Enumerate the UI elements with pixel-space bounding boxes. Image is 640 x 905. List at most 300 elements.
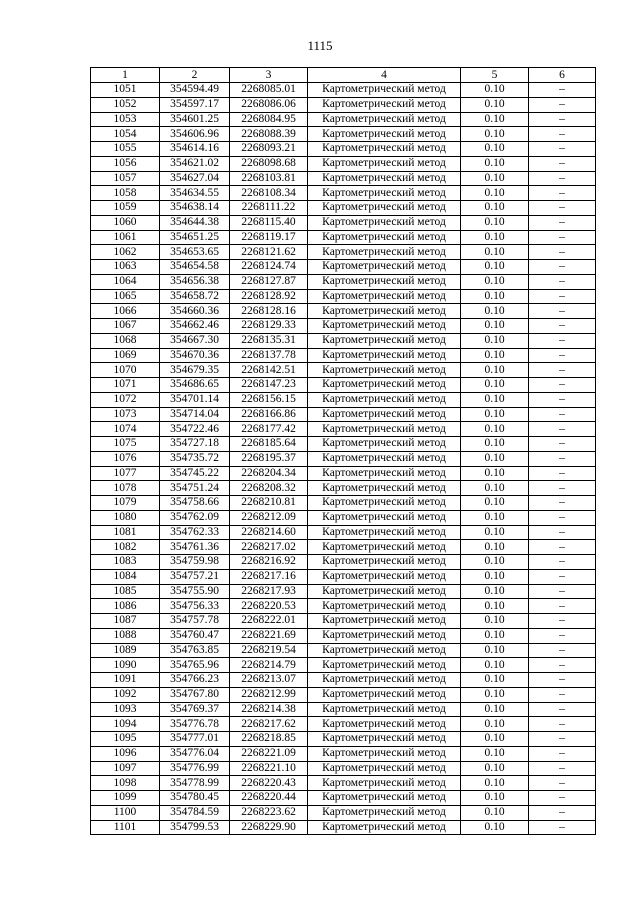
description-cell: – <box>529 746 596 761</box>
table-row <box>91 333 596 348</box>
x-coordinate-cell: 354762.09 <box>160 510 230 525</box>
accuracy-cell: 0.10 <box>461 201 529 216</box>
point-number-cell: 1051 <box>91 83 160 98</box>
method-cell: Картометрический метод <box>308 451 461 466</box>
table-row <box>91 378 596 393</box>
x-coordinate-cell: 354597.17 <box>160 97 230 112</box>
point-number-cell: 1078 <box>91 481 160 496</box>
x-coordinate-cell: 354634.55 <box>160 186 230 201</box>
method-cell: Картометрический метод <box>308 156 461 171</box>
y-coordinate-cell: 2268124.74 <box>230 260 308 275</box>
column-header: 1 <box>91 68 160 83</box>
point-number-cell: 1064 <box>91 274 160 289</box>
y-coordinate-cell: 2268221.10 <box>230 761 308 776</box>
y-coordinate-cell: 2268086.06 <box>230 97 308 112</box>
description-cell: – <box>529 348 596 363</box>
y-coordinate-cell: 2268204.34 <box>230 466 308 481</box>
x-coordinate-cell: 354614.16 <box>160 142 230 157</box>
table-row <box>91 304 596 319</box>
accuracy-cell: 0.10 <box>461 761 529 776</box>
point-number-cell: 1098 <box>91 776 160 791</box>
point-number-cell: 1058 <box>91 186 160 201</box>
x-coordinate-cell: 354670.36 <box>160 348 230 363</box>
accuracy-cell: 0.10 <box>461 481 529 496</box>
accuracy-cell: 0.10 <box>461 97 529 112</box>
table-row <box>91 230 596 245</box>
x-coordinate-cell: 354776.04 <box>160 746 230 761</box>
accuracy-cell: 0.10 <box>461 437 529 452</box>
y-coordinate-cell: 2268221.69 <box>230 628 308 643</box>
method-cell: Картометрический метод <box>308 112 461 127</box>
method-cell: Картометрический метод <box>308 525 461 540</box>
description-cell: – <box>529 319 596 334</box>
description-cell: – <box>529 201 596 216</box>
description-cell: – <box>529 127 596 142</box>
point-number-cell: 1086 <box>91 599 160 614</box>
description-cell: – <box>529 186 596 201</box>
x-coordinate-cell: 354660.36 <box>160 304 230 319</box>
accuracy-cell: 0.10 <box>461 569 529 584</box>
y-coordinate-cell: 2268210.81 <box>230 496 308 511</box>
description-cell: – <box>529 658 596 673</box>
column-header: 6 <box>529 68 596 83</box>
table-row <box>91 97 596 112</box>
y-coordinate-cell: 2268217.62 <box>230 717 308 732</box>
table-row <box>91 791 596 806</box>
y-coordinate-cell: 2268220.43 <box>230 776 308 791</box>
column-header: 4 <box>308 68 461 83</box>
table-row <box>91 363 596 378</box>
accuracy-cell: 0.10 <box>461 702 529 717</box>
accuracy-cell: 0.10 <box>461 289 529 304</box>
method-cell: Картометрический метод <box>308 333 461 348</box>
description-cell: – <box>529 732 596 747</box>
accuracy-cell: 0.10 <box>461 776 529 791</box>
table-row <box>91 584 596 599</box>
x-coordinate-cell: 354714.04 <box>160 407 230 422</box>
point-number-cell: 1089 <box>91 643 160 658</box>
method-cell: Картометрический метод <box>308 776 461 791</box>
description-cell: – <box>529 422 596 437</box>
y-coordinate-cell: 2268214.60 <box>230 525 308 540</box>
y-coordinate-cell: 2268218.85 <box>230 732 308 747</box>
table-row <box>91 348 596 363</box>
point-number-cell: 1074 <box>91 422 160 437</box>
point-number-cell: 1084 <box>91 569 160 584</box>
x-coordinate-cell: 354799.53 <box>160 820 230 835</box>
table-row <box>91 717 596 732</box>
description-cell: – <box>529 820 596 835</box>
accuracy-cell: 0.10 <box>461 304 529 319</box>
table-row <box>91 820 596 835</box>
point-number-cell: 1071 <box>91 378 160 393</box>
y-coordinate-cell: 2268222.01 <box>230 614 308 629</box>
description-cell: – <box>529 289 596 304</box>
table-row <box>91 215 596 230</box>
accuracy-cell: 0.10 <box>461 510 529 525</box>
accuracy-cell: 0.10 <box>461 599 529 614</box>
description-cell: – <box>529 83 596 98</box>
table-row <box>91 481 596 496</box>
point-number-cell: 1075 <box>91 437 160 452</box>
description-cell: – <box>529 466 596 481</box>
method-cell: Картометрический метод <box>308 171 461 186</box>
accuracy-cell: 0.10 <box>461 643 529 658</box>
point-number-cell: 1059 <box>91 201 160 216</box>
y-coordinate-cell: 2268103.81 <box>230 171 308 186</box>
x-coordinate-cell: 354761.36 <box>160 540 230 555</box>
table-row <box>91 658 596 673</box>
description-cell: – <box>529 215 596 230</box>
x-coordinate-cell: 354759.98 <box>160 555 230 570</box>
description-cell: – <box>529 540 596 555</box>
column-header: 2 <box>160 68 230 83</box>
point-number-cell: 1054 <box>91 127 160 142</box>
accuracy-cell: 0.10 <box>461 348 529 363</box>
x-coordinate-cell: 354745.22 <box>160 466 230 481</box>
description-cell: – <box>529 599 596 614</box>
point-number-cell: 1090 <box>91 658 160 673</box>
point-number-cell: 1085 <box>91 584 160 599</box>
method-cell: Картометрический метод <box>308 510 461 525</box>
method-cell: Картометрический метод <box>308 466 461 481</box>
point-number-cell: 1068 <box>91 333 160 348</box>
description-cell: – <box>529 805 596 820</box>
point-number-cell: 1069 <box>91 348 160 363</box>
description-cell: – <box>529 378 596 393</box>
page-number: 1115 <box>307 38 333 53</box>
description-cell: – <box>529 112 596 127</box>
description-cell: – <box>529 274 596 289</box>
table-row <box>91 776 596 791</box>
method-cell: Картометрический метод <box>308 363 461 378</box>
point-number-cell: 1100 <box>91 805 160 820</box>
y-coordinate-cell: 2268084.95 <box>230 112 308 127</box>
table-row <box>91 599 596 614</box>
y-coordinate-cell: 2268208.32 <box>230 481 308 496</box>
x-coordinate-cell: 354777.01 <box>160 732 230 747</box>
y-coordinate-cell: 2268177.42 <box>230 422 308 437</box>
description-cell: – <box>529 481 596 496</box>
method-cell: Картометрический метод <box>308 127 461 142</box>
accuracy-cell: 0.10 <box>461 171 529 186</box>
description-cell: – <box>529 156 596 171</box>
table-row <box>91 422 596 437</box>
y-coordinate-cell: 2268119.17 <box>230 230 308 245</box>
x-coordinate-cell: 354755.90 <box>160 584 230 599</box>
accuracy-cell: 0.10 <box>461 628 529 643</box>
x-coordinate-cell: 354776.78 <box>160 717 230 732</box>
point-number-cell: 1076 <box>91 451 160 466</box>
y-coordinate-cell: 2268129.33 <box>230 319 308 334</box>
accuracy-cell: 0.10 <box>461 274 529 289</box>
point-number-cell: 1079 <box>91 496 160 511</box>
description-cell: – <box>529 525 596 540</box>
x-coordinate-cell: 354757.78 <box>160 614 230 629</box>
y-coordinate-cell: 2268212.09 <box>230 510 308 525</box>
y-coordinate-cell: 2268098.68 <box>230 156 308 171</box>
x-coordinate-cell: 354767.80 <box>160 687 230 702</box>
table-row <box>91 732 596 747</box>
x-coordinate-cell: 354701.14 <box>160 392 230 407</box>
accuracy-cell: 0.10 <box>461 746 529 761</box>
column-header: 5 <box>461 68 529 83</box>
method-cell: Картометрический метод <box>308 348 461 363</box>
accuracy-cell: 0.10 <box>461 319 529 334</box>
method-cell: Картометрический метод <box>308 481 461 496</box>
y-coordinate-cell: 2268214.79 <box>230 658 308 673</box>
y-coordinate-cell: 2268220.53 <box>230 599 308 614</box>
point-number-cell: 1053 <box>91 112 160 127</box>
method-cell: Картометрический метод <box>308 304 461 319</box>
point-number-cell: 1083 <box>91 555 160 570</box>
method-cell: Картометрический метод <box>308 569 461 584</box>
table-row <box>91 127 596 142</box>
point-number-cell: 1073 <box>91 407 160 422</box>
method-cell: Картометрический метод <box>308 97 461 112</box>
accuracy-cell: 0.10 <box>461 230 529 245</box>
description-cell: – <box>529 407 596 422</box>
y-coordinate-cell: 2268166.86 <box>230 407 308 422</box>
description-cell: – <box>529 569 596 584</box>
table-row <box>91 673 596 688</box>
method-cell: Картометрический метод <box>308 230 461 245</box>
accuracy-cell: 0.10 <box>461 805 529 820</box>
accuracy-cell: 0.10 <box>461 732 529 747</box>
table-row <box>91 289 596 304</box>
accuracy-cell: 0.10 <box>461 392 529 407</box>
point-number-cell: 1062 <box>91 245 160 260</box>
description-cell: – <box>529 687 596 702</box>
table-row <box>91 156 596 171</box>
table-row <box>91 687 596 702</box>
table-row <box>91 437 596 452</box>
y-coordinate-cell: 2268223.62 <box>230 805 308 820</box>
x-coordinate-cell: 354627.04 <box>160 171 230 186</box>
x-coordinate-cell: 354606.96 <box>160 127 230 142</box>
x-coordinate-cell: 354758.66 <box>160 496 230 511</box>
table-row <box>91 186 596 201</box>
description-cell: – <box>529 260 596 275</box>
point-number-cell: 1097 <box>91 761 160 776</box>
accuracy-cell: 0.10 <box>461 540 529 555</box>
x-coordinate-cell: 354776.99 <box>160 761 230 776</box>
x-coordinate-cell: 354751.24 <box>160 481 230 496</box>
accuracy-cell: 0.10 <box>461 496 529 511</box>
accuracy-cell: 0.10 <box>461 687 529 702</box>
point-number-cell: 1092 <box>91 687 160 702</box>
table-row <box>91 407 596 422</box>
column-header: 3 <box>230 68 308 83</box>
description-cell: – <box>529 717 596 732</box>
y-coordinate-cell: 2268213.07 <box>230 673 308 688</box>
y-coordinate-cell: 2268147.23 <box>230 378 308 393</box>
description-cell: – <box>529 496 596 511</box>
accuracy-cell: 0.10 <box>461 127 529 142</box>
method-cell: Картометрический метод <box>308 437 461 452</box>
method-cell: Картометрический метод <box>308 378 461 393</box>
x-coordinate-cell: 354760.47 <box>160 628 230 643</box>
y-coordinate-cell: 2268214.38 <box>230 702 308 717</box>
method-cell: Картометрический метод <box>308 215 461 230</box>
accuracy-cell: 0.10 <box>461 451 529 466</box>
table-row <box>91 112 596 127</box>
accuracy-cell: 0.10 <box>461 555 529 570</box>
point-number-cell: 1070 <box>91 363 160 378</box>
accuracy-cell: 0.10 <box>461 658 529 673</box>
description-cell: – <box>529 437 596 452</box>
method-cell: Картометрический метод <box>308 628 461 643</box>
accuracy-cell: 0.10 <box>461 820 529 835</box>
x-coordinate-cell: 354727.18 <box>160 437 230 452</box>
point-number-cell: 1099 <box>91 791 160 806</box>
method-cell: Картометрический метод <box>308 599 461 614</box>
y-coordinate-cell: 2268127.87 <box>230 274 308 289</box>
accuracy-cell: 0.10 <box>461 260 529 275</box>
accuracy-cell: 0.10 <box>461 112 529 127</box>
x-coordinate-cell: 354621.02 <box>160 156 230 171</box>
description-cell: – <box>529 614 596 629</box>
x-coordinate-cell: 354769.37 <box>160 702 230 717</box>
x-coordinate-cell: 354656.38 <box>160 274 230 289</box>
point-number-cell: 1096 <box>91 746 160 761</box>
description-cell: – <box>529 230 596 245</box>
method-cell: Картометрический метод <box>308 83 461 98</box>
point-number-cell: 1067 <box>91 319 160 334</box>
point-number-cell: 1072 <box>91 392 160 407</box>
table-row <box>91 614 596 629</box>
description-cell: – <box>529 555 596 570</box>
y-coordinate-cell: 2268217.93 <box>230 584 308 599</box>
method-cell: Картометрический метод <box>308 245 461 260</box>
y-coordinate-cell: 2268085.01 <box>230 83 308 98</box>
accuracy-cell: 0.10 <box>461 333 529 348</box>
description-cell: – <box>529 363 596 378</box>
method-cell: Картометрический метод <box>308 717 461 732</box>
accuracy-cell: 0.10 <box>461 673 529 688</box>
y-coordinate-cell: 2268111.22 <box>230 201 308 216</box>
table-row <box>91 702 596 717</box>
method-cell: Картометрический метод <box>308 820 461 835</box>
method-cell: Картометрический метод <box>308 319 461 334</box>
accuracy-cell: 0.10 <box>461 156 529 171</box>
method-cell: Картометрический метод <box>308 142 461 157</box>
method-cell: Картометрический метод <box>308 274 461 289</box>
accuracy-cell: 0.10 <box>461 525 529 540</box>
point-number-cell: 1088 <box>91 628 160 643</box>
x-coordinate-cell: 354638.14 <box>160 201 230 216</box>
table-row <box>91 392 596 407</box>
table-row <box>91 643 596 658</box>
x-coordinate-cell: 354594.49 <box>160 83 230 98</box>
y-coordinate-cell: 2268128.92 <box>230 289 308 304</box>
y-coordinate-cell: 2268128.16 <box>230 304 308 319</box>
description-cell: – <box>529 628 596 643</box>
description-cell: – <box>529 304 596 319</box>
point-number-cell: 1060 <box>91 215 160 230</box>
point-number-cell: 1082 <box>91 540 160 555</box>
x-coordinate-cell: 354667.30 <box>160 333 230 348</box>
x-coordinate-cell: 354762.33 <box>160 525 230 540</box>
description-cell: – <box>529 97 596 112</box>
method-cell: Картометрический метод <box>308 614 461 629</box>
table-row <box>91 451 596 466</box>
accuracy-cell: 0.10 <box>461 245 529 260</box>
y-coordinate-cell: 2268229.90 <box>230 820 308 835</box>
table-row <box>91 171 596 186</box>
method-cell: Картометрический метод <box>308 673 461 688</box>
method-cell: Картометрический метод <box>308 791 461 806</box>
table-row <box>91 525 596 540</box>
description-cell: – <box>529 333 596 348</box>
table-row <box>91 201 596 216</box>
coordinates-table <box>90 67 596 835</box>
accuracy-cell: 0.10 <box>461 422 529 437</box>
description-cell: – <box>529 702 596 717</box>
table-row <box>91 805 596 820</box>
y-coordinate-cell: 2268185.64 <box>230 437 308 452</box>
accuracy-cell: 0.10 <box>461 466 529 481</box>
description-cell: – <box>529 643 596 658</box>
accuracy-cell: 0.10 <box>461 791 529 806</box>
y-coordinate-cell: 2268195.37 <box>230 451 308 466</box>
method-cell: Картометрический метод <box>308 761 461 776</box>
table-row <box>91 555 596 570</box>
table-row <box>91 496 596 511</box>
y-coordinate-cell: 2268216.92 <box>230 555 308 570</box>
x-coordinate-cell: 354766.23 <box>160 673 230 688</box>
description-cell: – <box>529 510 596 525</box>
accuracy-cell: 0.10 <box>461 142 529 157</box>
point-number-cell: 1063 <box>91 260 160 275</box>
description-cell: – <box>529 584 596 599</box>
x-coordinate-cell: 354662.46 <box>160 319 230 334</box>
description-cell: – <box>529 761 596 776</box>
method-cell: Картометрический метод <box>308 643 461 658</box>
x-coordinate-cell: 354654.58 <box>160 260 230 275</box>
header-row <box>91 68 596 83</box>
point-number-cell: 1080 <box>91 510 160 525</box>
method-cell: Картометрический метод <box>308 422 461 437</box>
method-cell: Картометрический метод <box>308 732 461 747</box>
table-row <box>91 319 596 334</box>
y-coordinate-cell: 2268217.16 <box>230 569 308 584</box>
method-cell: Картометрический метод <box>308 805 461 820</box>
accuracy-cell: 0.10 <box>461 83 529 98</box>
y-coordinate-cell: 2268221.09 <box>230 746 308 761</box>
accuracy-cell: 0.10 <box>461 407 529 422</box>
method-cell: Картометрический метод <box>308 201 461 216</box>
point-number-cell: 1095 <box>91 732 160 747</box>
x-coordinate-cell: 354757.21 <box>160 569 230 584</box>
y-coordinate-cell: 2268093.21 <box>230 142 308 157</box>
description-cell: – <box>529 142 596 157</box>
y-coordinate-cell: 2268137.78 <box>230 348 308 363</box>
y-coordinate-cell: 2268135.31 <box>230 333 308 348</box>
x-coordinate-cell: 354658.72 <box>160 289 230 304</box>
point-number-cell: 1061 <box>91 230 160 245</box>
point-number-cell: 1052 <box>91 97 160 112</box>
x-coordinate-cell: 354679.35 <box>160 363 230 378</box>
y-coordinate-cell: 2268108.34 <box>230 186 308 201</box>
method-cell: Картометрический метод <box>308 702 461 717</box>
method-cell: Картометрический метод <box>308 555 461 570</box>
point-number-cell: 1093 <box>91 702 160 717</box>
x-coordinate-cell: 354763.85 <box>160 643 230 658</box>
x-coordinate-cell: 354644.38 <box>160 215 230 230</box>
method-cell: Картометрический метод <box>308 407 461 422</box>
description-cell: – <box>529 673 596 688</box>
